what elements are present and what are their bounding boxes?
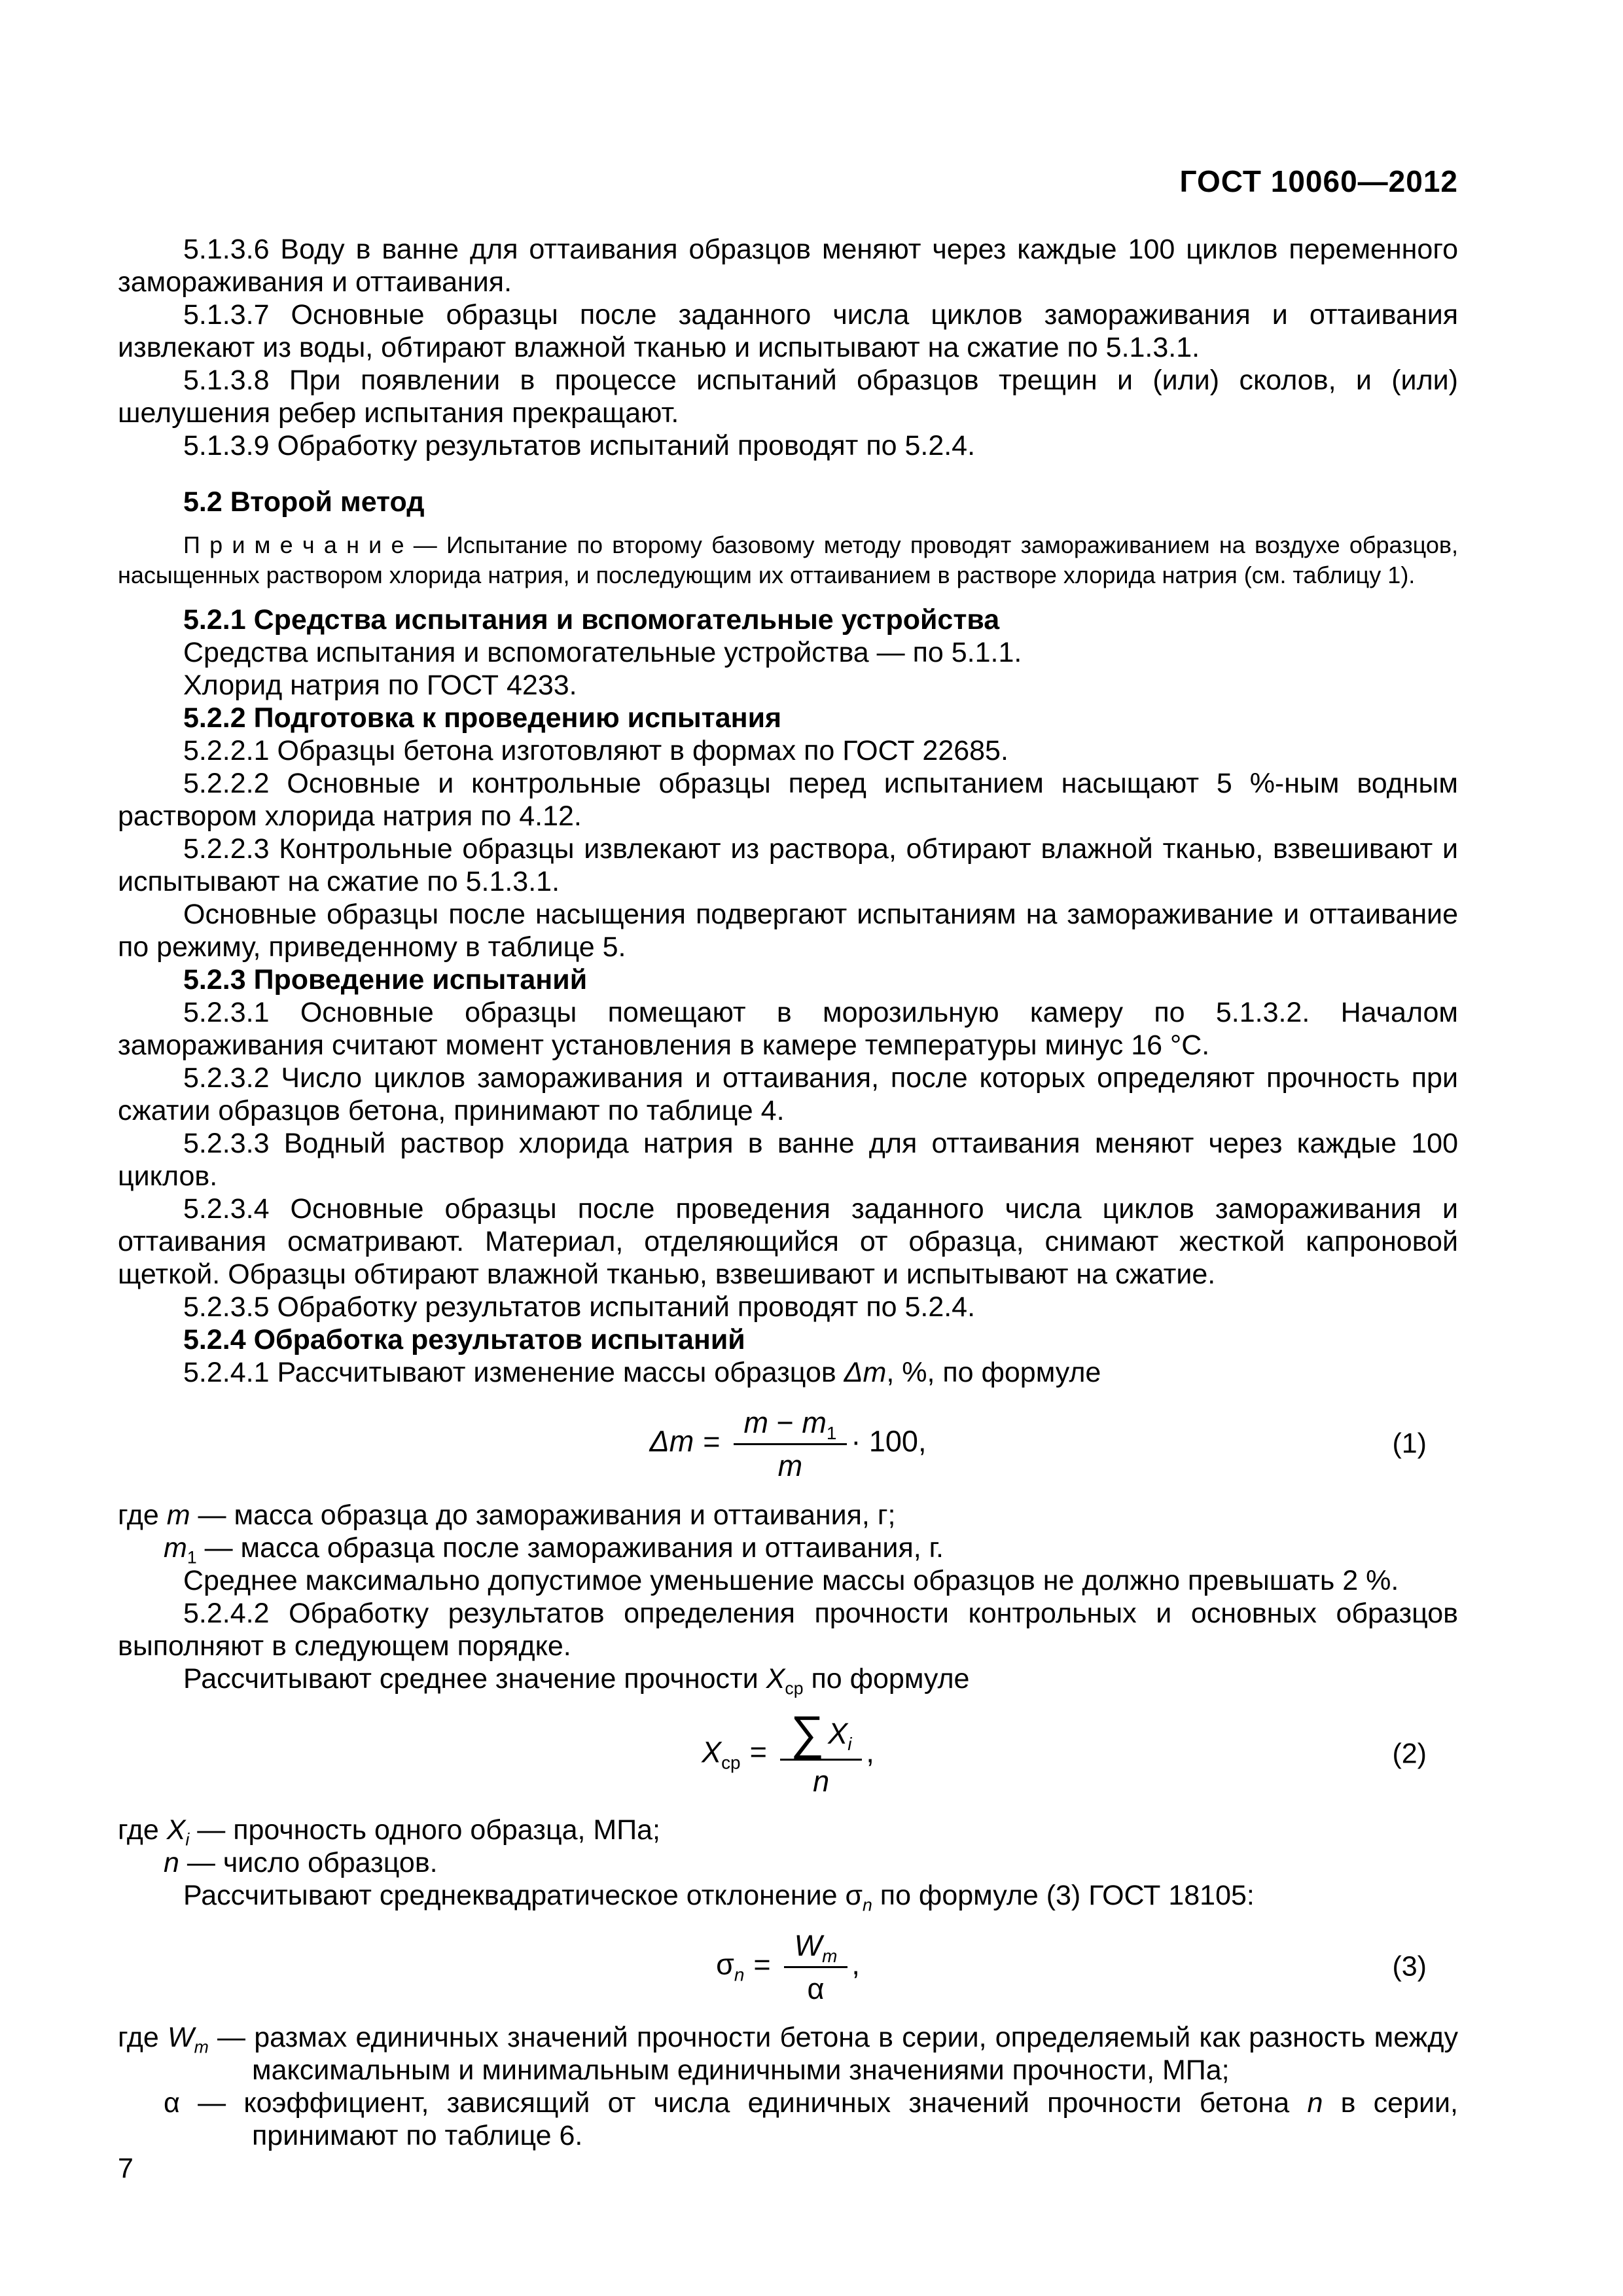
var-m: m	[166, 1499, 190, 1531]
var-wm-subscript: m	[194, 2037, 209, 2058]
doc-code: ГОСТ 10060—2012	[1179, 164, 1458, 198]
formula-2-lhs-subscript: ср	[721, 1752, 741, 1773]
paragraph-calc-mean	[118, 1662, 1458, 1698]
sum-symbol: ∑	[790, 1706, 825, 1759]
multiplication-dot: ·	[851, 1424, 861, 1458]
formula-3-fraction	[784, 1929, 848, 2005]
formula-2-fraction	[780, 1706, 863, 1798]
definition-n	[118, 1846, 1458, 1879]
heading-5-2-3: 5.2.3 Проведение испытаний	[183, 964, 588, 996]
paragraph-5-2-2-1: 5.2.2.1 Образцы бетона изготовляют в формах по ГОСТ 22685.	[183, 735, 1008, 766]
definition-xi	[118, 1814, 1458, 1850]
var-m1-subscript: 1	[187, 1547, 197, 1568]
formula-1-fraction	[734, 1406, 847, 1482]
var-x-subscript: ср	[785, 1678, 804, 1698]
paragraph-5-2-4-1-text: 5.2.4.1 Рассчитывают изменение массы образцов	[183, 1357, 844, 1388]
formula-2-lhs: X	[702, 1735, 722, 1769]
paragraph-mass-limit: Среднее максимально допустимое уменьшение массы образцов не должно превышать 2 %.	[183, 1564, 1399, 1596]
paragraph-5-2-4-1-text-end: , %, по формуле	[886, 1357, 1101, 1388]
definition-m1	[118, 1532, 1458, 1568]
paragraph-5-2-2-3: 5.2.2.3 Контрольные образцы извлекают из раствора, обтирают влажной тканью, взвешивают и испытывают на сжатие по 5.1.3.1.	[118, 833, 1458, 897]
paragraph-5-2-4-1	[118, 1356, 1458, 1389]
formula-2-number: (2)	[1392, 1738, 1427, 1770]
definition-wm-intro: где	[118, 2022, 168, 2054]
formula-2-comma: ,	[866, 1735, 874, 1769]
formula-1-denominator	[734, 1445, 847, 1481]
definition-m-text: — масса образца до замораживания и оттаивания, г;	[190, 1499, 896, 1531]
formula-3-number: (3)	[1392, 1950, 1427, 1982]
running-header	[118, 164, 1458, 199]
paragraph-5-2-2-2: 5.2.2.2 Основные и контрольные образцы перед испытанием насыщают 5 %-ным водным раствором хлорида натрия по 4.12.	[118, 768, 1458, 832]
formula-3-numerator	[784, 1929, 848, 1968]
definition-alpha	[118, 2087, 1458, 2152]
definition-wm	[118, 2021, 1458, 2087]
heading-5-2-1: 5.2.1 Средства испытания и вспомогательные устройства	[183, 604, 1000, 636]
paragraph-5-1-3-6: 5.1.3.6 Воду в ванне для оттаивания образцов меняют через каждые 100 циклов переменного замораживания и оттаивания.	[118, 234, 1458, 298]
heading-5-2: 5.2 Второй метод	[183, 486, 425, 518]
equals-sign: =	[749, 1735, 767, 1769]
paragraph-calc-mean-text: Рассчитывают среднее значение прочности	[183, 1662, 766, 1695]
paragraph-5-1-3-7: 5.1.3.7 Основные образцы после заданного числа циклов замораживания и оттаивания извлекают из воды, обтирают влажной тканью и испытывают на сжатие по 5.1.3.1.	[118, 299, 1458, 363]
equals-sign: =	[753, 1947, 771, 1981]
definition-xi-intro: где	[118, 1814, 167, 1846]
var-wm: W	[794, 1928, 823, 1962]
definition-wm-text: — размах единичных значений прочности бетона в серии, определяемый как разность между максимальным и минимальным единичными значениями прочности, МПа;	[208, 2022, 1458, 2087]
paragraph-calc-mean-text-end: по формуле	[803, 1662, 970, 1695]
var-xi: X	[166, 1814, 186, 1846]
var-sigma-subscript: n	[863, 1895, 872, 1915]
definition-n-text: — число образцов.	[179, 1846, 438, 1878]
var-m: m	[777, 1449, 803, 1483]
paragraph-5-2-3-5: 5.2.3.5 Обработку результатов испытаний проводят по 5.2.4.	[183, 1291, 976, 1323]
formula-3-denominator	[784, 1968, 848, 2004]
formula-1-factor: 100	[868, 1424, 918, 1458]
var-n: n	[813, 1764, 830, 1798]
var-xi-subscript: i	[185, 1829, 190, 1850]
definition-alpha-text: — коэффициент, зависящий от числа единичных значений прочности бетона	[179, 2087, 1308, 2119]
formula-3-lhs-subscript: n	[734, 1964, 745, 1985]
definition-m1-text: — масса образца после замораживания и оттаивания, г.	[196, 1532, 944, 1564]
var-delta-m: Δm	[844, 1357, 887, 1388]
paragraph-nacl: Хлорид натрия по ГОСТ 4233.	[183, 670, 577, 701]
paragraph-means: Средства испытания и вспомогательные устройства — по 5.1.1.	[183, 637, 1022, 668]
formula-2	[118, 1706, 1458, 1798]
page-number: 7	[118, 2153, 134, 2185]
paragraph-saturated: Основные образцы после насыщения подвергают испытаниям на замораживание и оттаивание по режиму, приведенному в таблице 5.	[118, 899, 1458, 963]
var-m1-subscript: 1	[826, 1423, 837, 1443]
var-m1: m	[802, 1406, 827, 1439]
var-wm-subscript: m	[822, 1945, 838, 1966]
definition-m-intro: где	[118, 1499, 167, 1531]
definition-m	[118, 1499, 1458, 1532]
paragraph-5-2-3-2: 5.2.3.2 Число циклов замораживания и оттаивания, после которых определяют прочность при сжатии образцов бетона, принимают по таблице 4.	[118, 1062, 1458, 1126]
page-content	[118, 233, 1458, 2185]
formula-1-number: (1)	[1392, 1427, 1427, 1460]
var-sigma: σ	[845, 1879, 863, 1911]
definition-alpha-text-end: в серии, принимают по таблице 6.	[252, 2087, 1458, 2152]
minus-sign: −	[776, 1406, 794, 1439]
paragraph-calc-sigma-text-end: по формуле (3) ГОСТ 18105:	[872, 1879, 1255, 1911]
paragraph-5-1-3-9: 5.1.3.9 Обработку результатов испытаний проводят по 5.2.4.	[183, 430, 976, 461]
paragraph-5-2-3-3: 5.2.3.3 Водный раствор хлорида натрия в ванне для оттаивания меняют через каждые 100 циклов.	[118, 1128, 1458, 1192]
paragraph-calc-sigma	[118, 1879, 1458, 1915]
var-alpha: α	[164, 2087, 180, 2119]
paragraph-5-2-3-4: 5.2.3.4 Основные образцы после проведения заданного числа циклов замораживания и оттаивания осматривают. Материал, отделяющийся от образца, снимают жесткой капроновой щеткой. Образцы обтирают влажной тканью, взвешивают и испытывают на сжатие.	[118, 1193, 1458, 1290]
formula-1-lhs: Δm	[649, 1424, 694, 1458]
paragraph-5-2-4-2: 5.2.4.2 Обработку результатов определения прочности контрольных и основных образцов выполняют в следующем порядке.	[118, 1597, 1458, 1662]
var-xi-subscript: i	[847, 1733, 852, 1754]
var-m1: m	[164, 1532, 187, 1564]
var-xi: X	[828, 1716, 848, 1750]
equals-sign: =	[703, 1424, 721, 1458]
definition-xi-text: — прочность одного образца, МПа;	[189, 1814, 660, 1846]
formula-3	[118, 1929, 1458, 2005]
formula-1	[118, 1406, 1458, 1482]
heading-5-2-4: 5.2.4 Обработка результатов испытаний	[183, 1324, 745, 1355]
var-n: n	[1307, 2087, 1323, 2119]
formula-1-numerator	[734, 1406, 847, 1445]
formula-1-comma: ,	[918, 1424, 927, 1458]
var-m: m	[743, 1406, 768, 1439]
formula-2-numerator	[780, 1706, 863, 1761]
heading-5-2-2: 5.2.2 Подготовка к проведению испытания	[183, 702, 782, 734]
paragraph-5-1-3-8: 5.1.3.8 При появлении в процессе испытаний образцов трещин и (или) сколов, и (или) шелушения ребер испытания прекращают.	[118, 365, 1458, 429]
var-x: X	[766, 1662, 785, 1695]
var-n: n	[164, 1846, 179, 1878]
var-wm: W	[167, 2022, 194, 2054]
paragraph-calc-sigma-text: Рассчитывают среднеквадратическое отклонение	[183, 1879, 846, 1911]
note-5-2: П р и м е ч а н и е — Испытание по второму базовому методу проводят замораживанием на воздухе образцов, насыщенных раствором хлорида натрия, и последующим их оттаиванием в растворе хлорида натрия (см. таблицу 1).	[118, 531, 1458, 588]
paragraph-5-2-3-1: 5.2.3.1 Основные образцы помещают в морозильную камеру по 5.1.3.2. Началом замораживания считают момент установления в камере температуры минус 16 °С.	[118, 997, 1458, 1061]
formula-3-lhs: σ	[716, 1947, 734, 1981]
formula-3-comma: ,	[851, 1947, 860, 1981]
var-alpha: α	[807, 1972, 825, 2006]
formula-2-denominator	[780, 1761, 863, 1797]
